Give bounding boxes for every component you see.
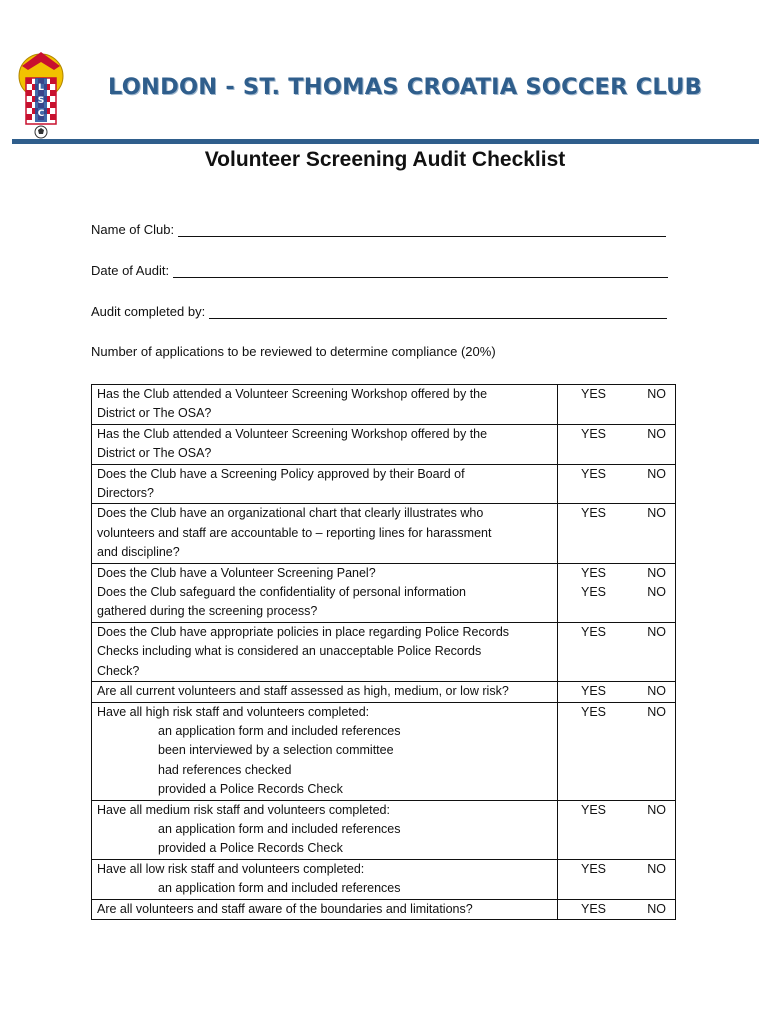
audit-date-field[interactable]	[91, 263, 668, 278]
completed-by-line[interactable]	[209, 304, 667, 319]
question-text: Directors?	[97, 486, 154, 501]
question-cell	[92, 682, 558, 702]
club-crest-icon	[16, 48, 66, 140]
answer-cell	[558, 385, 676, 425]
answer-cell	[558, 464, 676, 504]
yes-option[interactable]: YES	[581, 426, 607, 441]
question-cell	[92, 702, 558, 800]
requirement-item: an application form and included references	[158, 723, 401, 738]
no-option[interactable]: NO	[647, 802, 666, 817]
question-text: Have all medium risk staff and volunteers completed:	[97, 802, 390, 817]
answer-cell	[558, 563, 676, 622]
question-text: Check?	[97, 663, 140, 678]
no-option[interactable]: NO	[647, 426, 666, 441]
no-option[interactable]: NO	[647, 565, 666, 580]
question-text: Have all high risk staff and volunteers completed:	[97, 704, 370, 719]
question-text: Have all low risk staff and volunteers completed:	[97, 861, 365, 876]
question-cell	[92, 622, 558, 681]
answer-pair	[563, 682, 675, 701]
yes-option[interactable]: YES	[581, 684, 607, 699]
checklist-row	[92, 899, 676, 919]
checklist-row	[92, 563, 676, 622]
no-option[interactable]: NO	[647, 861, 666, 876]
question-cell	[92, 385, 558, 425]
answer-cell	[558, 859, 676, 899]
page-title: Volunteer Screening Audit Checklist	[204, 148, 566, 171]
completed-by-field[interactable]	[91, 304, 667, 319]
checklist-row	[92, 859, 676, 899]
club-name-label: Name of Club:	[91, 222, 175, 237]
checklist-row	[92, 464, 676, 504]
answer-pair	[563, 583, 675, 602]
letterhead	[0, 0, 770, 150]
requirement-item: been interviewed by a selection committee	[158, 743, 394, 758]
audit-date-label: Date of Audit:	[91, 263, 170, 278]
compliance-note: Number of applications to be reviewed to determine compliance (20%)	[91, 344, 496, 359]
question-text: District or The OSA?	[97, 406, 212, 421]
question-text: Are all volunteers and staff aware of the boundaries and limitations?	[97, 901, 473, 916]
answer-pair	[563, 900, 675, 919]
crest-letter: S	[37, 96, 45, 106]
question-text: Has the Club attended a Volunteer Screening Workshop offered by the	[97, 426, 488, 441]
yes-option[interactable]: YES	[581, 466, 607, 481]
question-cell	[92, 859, 558, 899]
no-option[interactable]: NO	[647, 506, 666, 521]
question-cell	[92, 800, 558, 859]
question-text: Does the Club have an organizational chart that clearly illustrates who	[97, 506, 484, 521]
question-text: and discipline?	[97, 545, 180, 560]
club-name-field[interactable]	[91, 222, 666, 237]
question-text: volunteers and staff are accountable to – reporting lines for harassment	[97, 525, 492, 540]
answer-cell	[558, 682, 676, 702]
checklist-row	[92, 504, 676, 563]
yes-option[interactable]: YES	[581, 802, 607, 817]
question-text: Does the Club safeguard the confidentiality of personal information	[97, 585, 466, 600]
question-cell	[92, 464, 558, 504]
no-option[interactable]: NO	[647, 466, 666, 481]
completed-by-label: Audit completed by:	[91, 304, 206, 319]
answer-cell	[558, 424, 676, 464]
requirement-item: had references checked	[158, 762, 292, 777]
requirement-item: provided a Police Records Check	[158, 782, 343, 797]
no-option[interactable]: NO	[647, 684, 666, 699]
answer-pair	[563, 703, 675, 722]
question-text: Has the Club attended a Volunteer Screening Workshop offered by the	[97, 387, 488, 401]
checklist-row	[92, 385, 676, 425]
yes-option[interactable]: YES	[581, 704, 607, 719]
no-option[interactable]: NO	[647, 585, 666, 600]
no-option[interactable]: NO	[647, 901, 666, 916]
question-cell	[92, 899, 558, 919]
question-text: District or The OSA?	[97, 446, 212, 461]
audit-checklist-table	[91, 384, 676, 920]
crest-letter: L	[38, 83, 44, 93]
question-text: gathered during the screening process?	[97, 604, 318, 619]
yes-option[interactable]: YES	[581, 387, 607, 401]
yes-option[interactable]: YES	[581, 506, 607, 521]
question-text: Does the Club have a Volunteer Screening Panel?	[97, 565, 376, 580]
answer-pair	[563, 564, 675, 583]
yes-option[interactable]: YES	[581, 861, 607, 876]
question-text: Does the Club have appropriate policies in place regarding Police Records	[97, 624, 510, 639]
answer-cell	[558, 800, 676, 859]
answer-cell	[558, 622, 676, 681]
club-name: LONDON - ST. THOMAS CROATIA SOCCER CLUB	[108, 74, 702, 100]
answer-pair	[563, 385, 675, 404]
yes-option[interactable]: YES	[581, 901, 607, 916]
checklist-row	[92, 702, 676, 800]
answer-pair	[563, 465, 675, 484]
club-name-line[interactable]	[178, 222, 666, 237]
yes-option[interactable]: YES	[581, 565, 607, 580]
question-text: Are all current volunteers and staff assessed as high, medium, or low risk?	[97, 684, 509, 699]
no-option[interactable]: NO	[647, 704, 666, 719]
question-cell	[92, 563, 558, 622]
question-text: Checks including what is considered an unacceptable Police Records	[97, 644, 482, 659]
checklist-row	[92, 622, 676, 681]
question-cell	[92, 504, 558, 563]
requirement-item: an application form and included references	[158, 821, 401, 836]
header-rule	[12, 139, 759, 144]
no-option[interactable]: NO	[647, 387, 666, 401]
answer-cell	[558, 504, 676, 563]
checklist-row	[92, 682, 676, 702]
audit-date-line[interactable]	[173, 263, 668, 278]
crest-letter: C	[37, 109, 45, 119]
yes-option[interactable]: YES	[581, 624, 607, 639]
answer-pair	[563, 425, 675, 444]
answer-pair	[563, 504, 675, 523]
yes-option[interactable]: YES	[581, 585, 607, 600]
question-cell	[92, 424, 558, 464]
checklist-row	[92, 424, 676, 464]
question-text: Does the Club have a Screening Policy approved by their Board of	[97, 466, 465, 481]
requirement-item: an application form and included references	[158, 881, 401, 896]
requirement-item: provided a Police Records Check	[158, 841, 343, 856]
answer-pair	[563, 860, 675, 879]
checklist-row	[92, 800, 676, 859]
answer-cell	[558, 899, 676, 919]
no-option[interactable]: NO	[647, 624, 666, 639]
answer-cell	[558, 702, 676, 800]
answer-pair	[563, 623, 675, 642]
answer-pair	[563, 801, 675, 820]
